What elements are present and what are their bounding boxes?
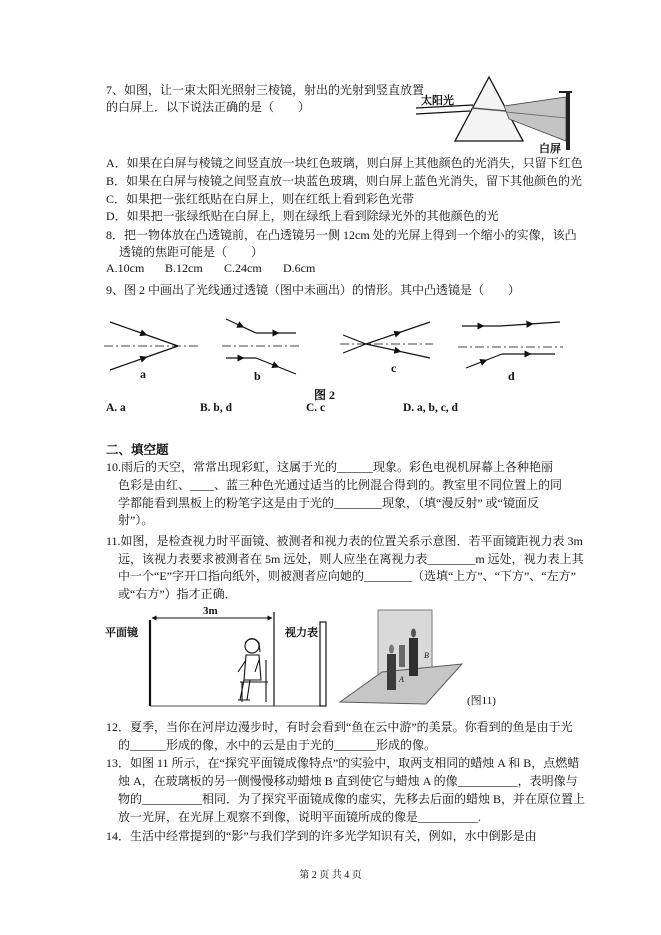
q10-line-1: 10.雨后的天空，常常出现彩虹，这属于光的______现象。彩色电视机屏幕上各种艳丽 (106, 460, 554, 474)
candle-image (399, 645, 405, 667)
q14-line-1: 14．生活中经常提到的“影”与我们学到的许多光学知识有关，例如，水中倒影是由 (106, 829, 537, 843)
ray-diagram-b (222, 319, 299, 383)
diagram-label-b: b (254, 369, 261, 383)
q7-option-c: C．如果把一张红纸贴在白屏上，则在红纸上看到彩色光带 (106, 192, 415, 206)
ray-c-lower-in (343, 344, 366, 353)
diagram-label-c: c (391, 361, 397, 375)
q8-stem-line-1: 8．把一物体放在凸透镜前，在凸透镜另一侧 12cm 处的光屏上得到一个缩小的实像，该凸 (106, 228, 577, 242)
figure-11-caption: (图11) (467, 695, 496, 707)
q7-stem-line-1: 7、如图，让一束太阳光照射三棱镜，射出的光射到竖直放置 (106, 83, 425, 97)
q7-option-a: A．如果在白屏与棱镜之间竖直放一块红色玻璃，则白屏上其他颜色的光消失，只留下红色 (106, 156, 583, 170)
q9-option-c: C. c (306, 402, 326, 414)
mirror-label: 平面镜 (105, 627, 138, 639)
seated-person (238, 639, 268, 703)
q11-line-2: 远，该视力表要求被测者在 5m 远处，则人应坐在离视力表________m 远处，视力表上其 (118, 552, 584, 566)
diagram-label-a: a (140, 367, 146, 381)
q7-option-b: B．如果在白屏与棱镜之间竖直放一块蓝色玻璃，则白屏上蓝色光消失，留下其他颜色的光 (106, 174, 583, 188)
q10-line-2: 色彩是由红、____、蓝三种色光通过适当的比例混合得到的。教室里不同位置上的同 (118, 478, 563, 492)
eye-test-figure (105, 605, 326, 706)
q10-line-4: 射”）。 (118, 513, 154, 527)
ray-b-upper-in (226, 319, 256, 333)
ray-d-lower-in (466, 354, 502, 368)
candle-b-flame (411, 629, 416, 638)
ray-diagram-c (340, 322, 433, 375)
ray-d-upper-out (500, 322, 560, 326)
q9-option-a: A. a (106, 402, 126, 414)
q13-line-4: 放一光屏，在光屏上观察不到像，说明平面镜所成的像是__________. (118, 810, 482, 824)
q9-option-b: B. b, d (200, 402, 232, 414)
q9-option-d: D. a, b, c, d (403, 402, 458, 414)
q11-line-4: 或“右方”）指才正确． (118, 587, 237, 601)
q8-option-d: D.6cm (283, 261, 316, 275)
section-title: 二、填空题 (106, 443, 169, 457)
q8-option-a: A.10cm (106, 261, 145, 275)
candle-experiment-photo (340, 610, 496, 707)
q9-stem: 9、图 2 中画出了光线通过透镜（图中未画出）的情形。其中凸透镜是（ ） (106, 283, 521, 297)
distance-label: 3m (203, 605, 218, 617)
candle-a-label: A (399, 675, 404, 684)
prism-figure (416, 77, 572, 155)
q7-option-d: D．如果把一张绿纸贴在白屏上，则在绿纸上看到除绿光外的其他颜色的光 (106, 209, 499, 223)
sunlight-beam-lower (416, 111, 470, 114)
figure-2 (104, 319, 563, 402)
q8-option-c: C.24cm (224, 261, 262, 275)
ray-c-lower-out (366, 344, 430, 358)
q8-stem-line-2: 透镜的焦距可能是（ ） (119, 245, 264, 259)
screen-label: 白屏 (539, 143, 561, 155)
base-board (340, 664, 462, 704)
q12-line-1: 12．夏季，当你在河岸边漫步时，有时会看到“鱼在云中游”的美景。你看到的鱼是由于光 (106, 720, 573, 734)
q10-line-3: 学都能看到黑板上的粉笔字这是由于光的________现象，（填“漫反射” 或“镜面反 (118, 496, 539, 510)
q7-stem-line-2: 的白屏上．以下说法正确的是（ ） (106, 100, 311, 114)
eye-chart (320, 622, 326, 706)
candle-b-label: B (424, 651, 429, 660)
candle-b (409, 638, 418, 676)
eye-chart-label: 视力表 (285, 627, 318, 639)
page-footer: 第 2 页 共 4 页 (299, 870, 362, 881)
ray-c-upper-in (343, 335, 366, 344)
white-screen (566, 92, 570, 150)
q13-line-1: 13．如图 11 所示，在“探究平面镜成像特点”的实验中，取两支相同的蜡烛 A 和 B，点燃蜡 (106, 756, 580, 770)
figure-2-caption: 图 2 (314, 388, 336, 402)
ray-diagram-a (104, 322, 198, 381)
ray-c-upper-out (366, 322, 430, 344)
q8-option-b: B.12cm (165, 261, 203, 275)
q11-line-3: 中一个“E”字开口指向纸外，则被测者应向她的________（选填“上方”、“下方”、“左方” (118, 569, 576, 583)
q11-line-1: 11.如图，是检查视力时平面镜、被测者和视力表的位置关系示意图．若平面镜距视力表 3m (106, 534, 583, 548)
sunlight-label: 太阳光 (421, 95, 454, 107)
diagram-label-d: d (508, 369, 515, 383)
q12-line-2: 的______形成的像，水中的云是由于光的_______形成的像。 (118, 738, 437, 752)
ray-diagram-d (458, 322, 563, 383)
q13-line-2: 烛 A，在玻璃板的另一侧慢慢移动蜡烛 B 直到使它与蜡烛 A 的像__________，表明像与 (118, 774, 578, 788)
ray-a-upper (110, 322, 178, 346)
candle-a-flame (389, 645, 394, 654)
ray-b-lower-out (256, 358, 296, 374)
candle-a (387, 654, 396, 690)
q13-line-3: 物的__________相同．为了探究平面镜成像的虚实，先移去后面的蜡烛 B，并在原位置上 (118, 792, 586, 806)
